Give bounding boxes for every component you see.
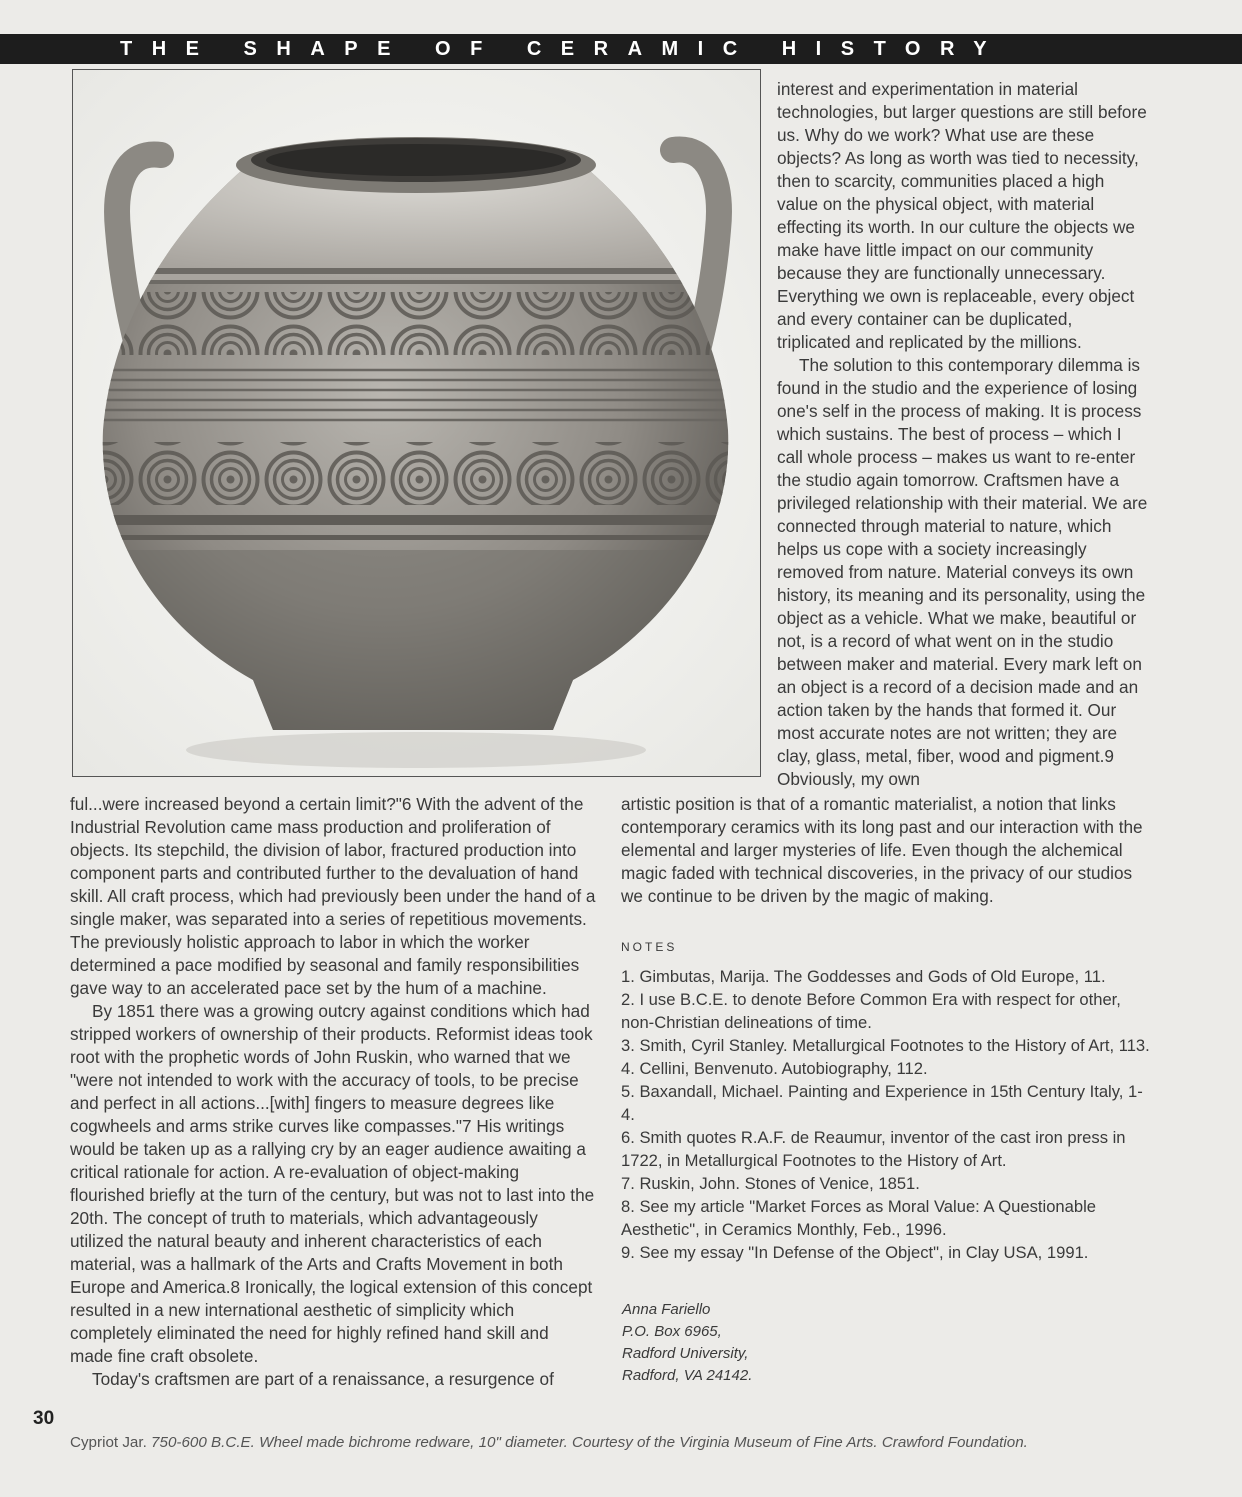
note-item: 7. Ruskin, John. Stones of Venice, 1851. xyxy=(621,1174,920,1193)
photo-caption xyxy=(70,1434,1170,1451)
author-address xyxy=(622,1299,922,1387)
article-paragraph: By 1851 there was a growing outcry against conditions which had stripped workers of ownership of their products. Reformist ideas took root with the prophetic words of John Ruskin, who warned that we "were not intended to work with the accuracy of tools, to be precise and perfect in all actions...[with] fingers to measure degrees like cogwheels and arms strike curves like compasses."7 His writings would be taken up as a rallying cry by an eager audience awaiting a critical rationale for action. A re-evaluation of object-making flourished briefly at the turn of the century, but was not to last into the 20th. The concept of truth to materials, which advantageously utilized the natural beauty and inherent characteristics of each material, was a hallmark of the Arts and Crafts Movement in both Europe and America.8 Ironically, the logical extension of this concept resulted in a new international aesthetic of simplicity which completely eliminated the need for highly refined hand skill and made fine craft obsolete. xyxy=(70,1001,595,1366)
article-column-right-top xyxy=(777,78,1149,791)
notes-list xyxy=(621,965,1151,1264)
note-item: 2. I use B.C.E. to denote Before Common Era with respect for other, non-Christian delineations of time. xyxy=(621,990,1121,1032)
article-column-right-bottom xyxy=(621,793,1151,908)
jar-photograph xyxy=(72,69,761,777)
notes-section xyxy=(621,936,1151,1264)
note-item: 4. Cellini, Benvenuto. Autobiography, 112. xyxy=(621,1059,928,1078)
article-column-left xyxy=(70,793,596,1391)
note-item: 8. See my article "Market Forces as Moral Value: A Questionable Aesthetic", in Ceramics Monthly, Feb., 1996. xyxy=(621,1197,1097,1239)
caption-lead: Cypriot Jar. xyxy=(70,1434,147,1451)
article-paragraph: The solution to this contemporary dilemma is found in the studio and the experience of losing one's self in the process of making. It is process which sustains. The best of process – which I call whole process – makes us want to re-enter the studio again tomorrow. Craftsmen have a privileged relationship with their material. We are connected through material to nature, which helps us cope with a society increasingly removed from nature. Material conveys its own history, its meaning and its personality, using the object as a vehicle. What we make, beautiful or not, is a record of what went on in the studio between maker and material. Every mark left on an object is a record of a decision made and an action taken by the hands that formed it. Our most accurate notes are not written; they are clay, glass, metal, fiber, wood and pigment.9 Obviously, my own xyxy=(777,355,1148,789)
article-paragraph: artistic position is that of a romantic materialist, a notion that links contemporary ceramics with its long past and our interaction with the elemental and larger mysteries of life. Even though the alchemical magic faded with technical discoveries, in the privacy of our studios we continue to be driven by the magic of making. xyxy=(621,794,1143,906)
note-item: 3. Smith, Cyril Stanley. Metallurgical Footnotes to the History of Art, 113. xyxy=(621,1036,1150,1055)
address-line: P.O. Box 6965, xyxy=(622,1323,722,1340)
note-item: 6. Smith quotes R.A.F. de Reaumur, inventor of the cast iron press in 1722, in Metallurgical Footnotes to the History of Art. xyxy=(621,1128,1126,1170)
page-number: 30 xyxy=(33,1408,55,1429)
address-line: Radford University, xyxy=(622,1345,749,1362)
note-item: 5. Baxandall, Michael. Painting and Experience in 15th Century Italy, 1-4. xyxy=(621,1082,1143,1124)
author-name: Anna Fariello xyxy=(622,1301,711,1318)
note-item: 9. See my essay "In Defense of the Object", in Clay USA, 1991. xyxy=(621,1243,1089,1262)
article-paragraph: ful...were increased beyond a certain limit?"6 With the advent of the Industrial Revolution came mass production and proliferation of objects. Its stepchild, the division of labor, fractured production into component parts and contributed further to the devaluation of hand skill. All craft process, which had previously been under the hand of a single maker, was separated into a series of repetitious movements. The previously holistic approach to labor in which the worker determined a pace modified by seasonal and family responsibilities gave way to an accelerated pace set by the hum of a machine. xyxy=(70,794,596,998)
article-paragraph: Today's craftsmen are part of a renaissance, a resurgence of xyxy=(92,1369,554,1389)
address-line: Radford, VA 24142. xyxy=(622,1367,753,1384)
notes-heading: NOTES xyxy=(621,940,678,954)
running-header-title: THE SHAPE OF CERAMIC HISTORY xyxy=(120,38,1007,60)
cypriot-jar-photo-icon xyxy=(73,70,760,776)
article-paragraph: interest and experimentation in material technologies, but larger questions are still before us. Why do we work? What use are these objects? As long as worth was tied to necessity, then to scarcity, communities placed a high value on the physical object, with material effecting its worth. In our culture the objects we make have little impact on our community because they are functionally unnecessary. Everything we own is replaceable, every object and every container can be duplicated, triplicated and replicated by the millions. xyxy=(777,79,1147,352)
caption-details: 750-600 B.C.E. Wheel made bichrome redware, 10" diameter. Courtesy of the Virginia Museum of Fine Arts. Crawford Foundation. xyxy=(151,1434,1028,1451)
note-item: 1. Gimbutas, Marija. The Goddesses and Gods of Old Europe, 11. xyxy=(621,967,1106,986)
running-header xyxy=(0,34,1242,64)
